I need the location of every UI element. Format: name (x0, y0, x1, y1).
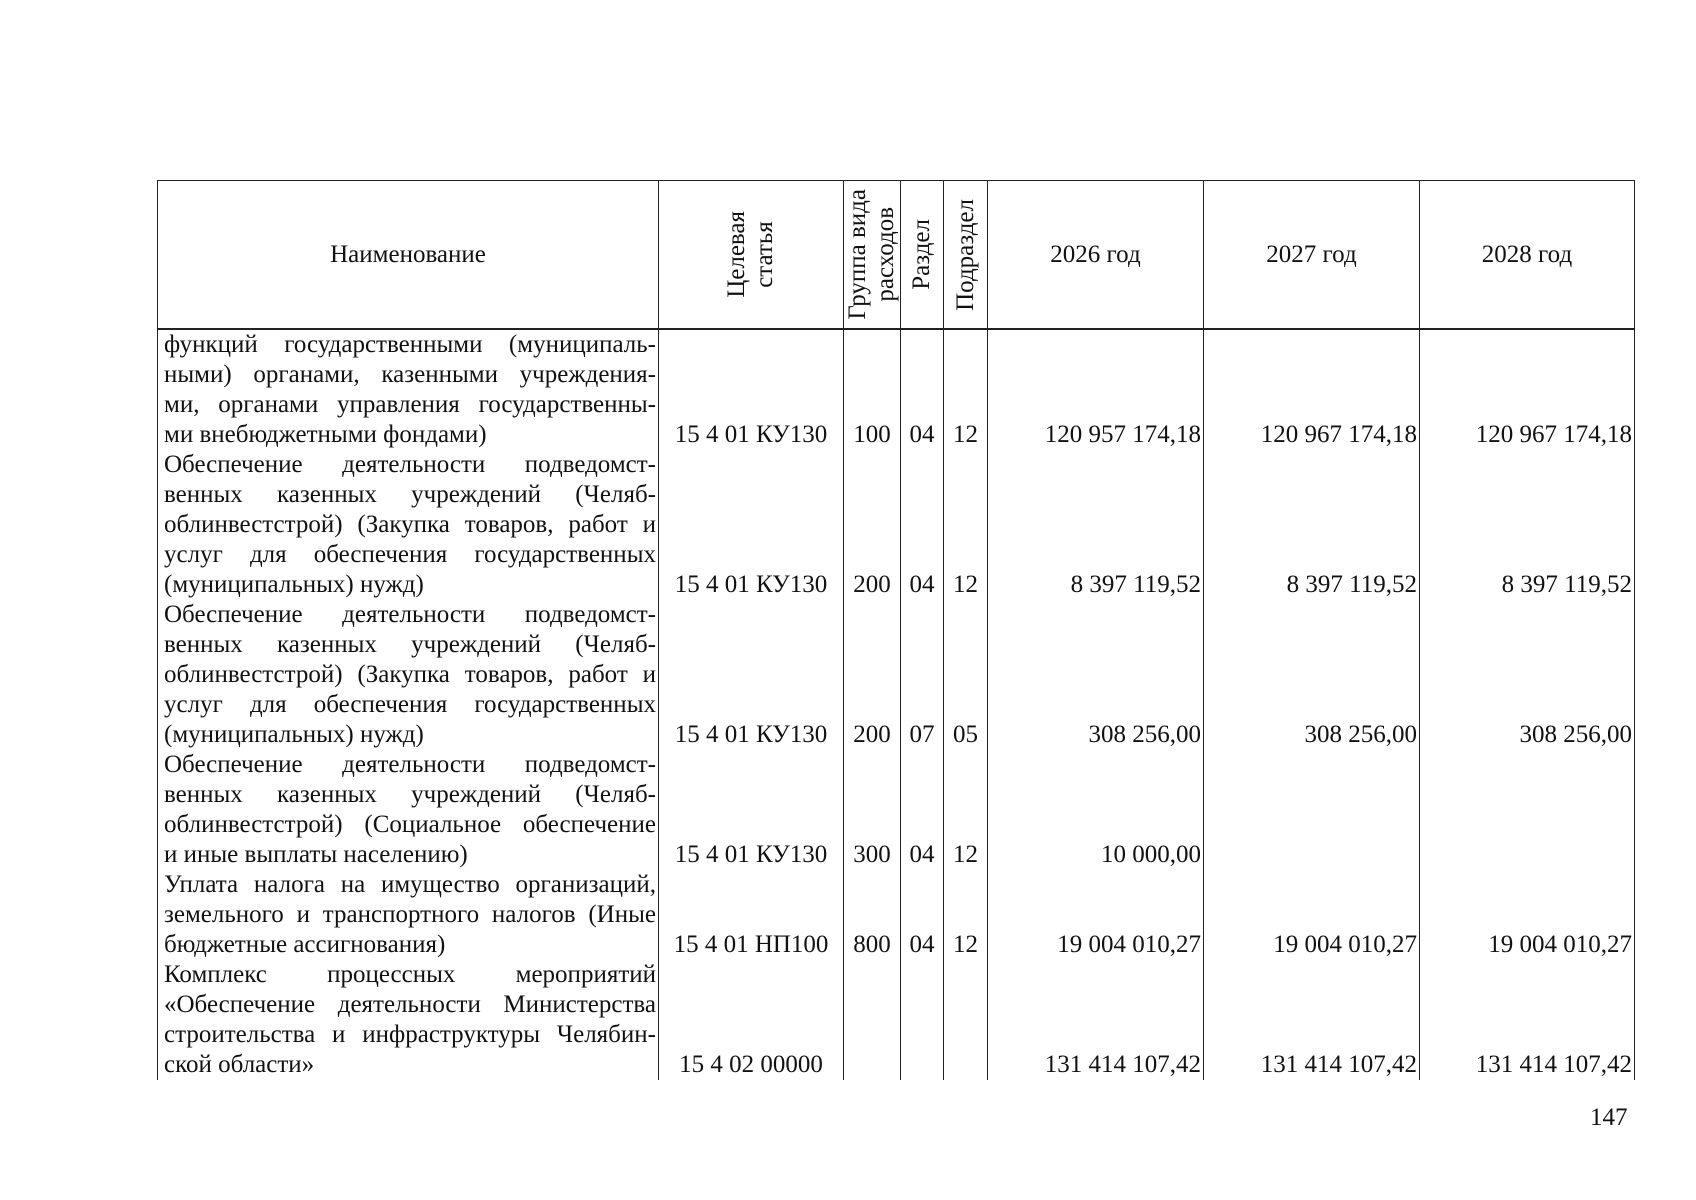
row-name-line: Комплекс процессных мероприятий (164, 961, 656, 988)
row-name (158, 600, 659, 750)
row-name-line: венных казенных учреждений (Челяб- (164, 781, 656, 808)
row-name-line: Обеспечение деятельности подведомст- (164, 451, 656, 478)
header-name: Наименование (158, 181, 659, 330)
row-name-line: облинвестстрой) (Социальное обеспечение (164, 811, 656, 838)
header-group-label: Группа вида расходов (844, 189, 899, 320)
row-2028: 308 256,00 (1420, 600, 1635, 750)
budget-table (157, 180, 1635, 1080)
row-section: 04 (901, 870, 944, 960)
row-name-line: услуг для обеспечения государственных (164, 691, 656, 718)
row-name-line: и иные выплаты населению) (164, 841, 468, 868)
row-group: 100 (844, 329, 901, 450)
header-2027: 2027 год (1204, 181, 1420, 330)
row-2026: 10 000,00 (988, 750, 1204, 870)
row-name-line: земельного и транспортного налогов (Иные (164, 901, 656, 928)
row-name-line: «Обеспечение деятельности Министерства (164, 991, 656, 1018)
row-section (901, 960, 944, 1080)
row-name-line: облинвестстрой) (Закупка товаров, работ и (164, 511, 656, 538)
row-subsection: 12 (944, 450, 988, 600)
row-subsection: 05 (944, 600, 988, 750)
row-name (158, 870, 659, 960)
row-subsection: 12 (944, 750, 988, 870)
row-2028: 131 414 107,42 (1420, 960, 1635, 1080)
row-name-line: Уплата налога на имущество организаций, (164, 871, 656, 898)
table-row (158, 329, 1635, 450)
table-body (158, 329, 1635, 1080)
row-target: 15 4 02 00000 (659, 960, 844, 1080)
header-group (844, 181, 901, 330)
row-group: 800 (844, 870, 901, 960)
row-2026: 8 397 119,52 (988, 450, 1204, 600)
row-name-line: (муниципальных) нужд) (164, 571, 424, 598)
table-row (158, 960, 1635, 1080)
table-row (158, 450, 1635, 600)
header-target (659, 181, 844, 330)
header-section (901, 181, 944, 330)
row-2028 (1420, 750, 1635, 870)
row-name-line: Обеспечение деятельности подведомст- (164, 601, 656, 628)
row-name-line: ными) органами, казенными учреждения- (164, 361, 656, 388)
row-name (158, 960, 659, 1080)
row-name-line: венных казенных учреждений (Челяб- (164, 631, 656, 658)
row-subsection: 12 (944, 870, 988, 960)
row-section: 07 (901, 600, 944, 750)
row-name (158, 750, 659, 870)
header-2028: 2028 год (1420, 181, 1635, 330)
table-header-row (158, 181, 1635, 330)
row-name (158, 329, 659, 450)
header-section-label: Раздел (908, 219, 935, 290)
row-2027: 8 397 119,52 (1204, 450, 1420, 600)
row-name-line: венных казенных учреждений (Челяб- (164, 481, 656, 508)
row-2026: 120 957 174,18 (988, 329, 1204, 450)
row-2026: 308 256,00 (988, 600, 1204, 750)
row-subsection: 12 (944, 329, 988, 450)
row-name-line: ми внебюджетными фондами) (164, 421, 487, 448)
row-target: 15 4 01 КУ130 (659, 450, 844, 600)
row-group: 300 (844, 750, 901, 870)
row-name (158, 450, 659, 600)
row-group: 200 (844, 600, 901, 750)
row-subsection (944, 960, 988, 1080)
row-name-line: ми, органами управления государственны- (164, 391, 656, 418)
table-row (158, 750, 1635, 870)
row-2027: 308 256,00 (1204, 600, 1420, 750)
row-group (844, 960, 901, 1080)
row-2026: 131 414 107,42 (988, 960, 1204, 1080)
row-2027: 19 004 010,27 (1204, 870, 1420, 960)
row-target: 15 4 01 КУ130 (659, 600, 844, 750)
row-name-line: ской области» (164, 1051, 315, 1078)
row-target: 15 4 01 КУ130 (659, 329, 844, 450)
row-2027: 120 967 174,18 (1204, 329, 1420, 450)
header-target-label: Целевая статья (723, 211, 778, 298)
row-group: 200 (844, 450, 901, 600)
row-name-line: услуг для обеспечения государственных (164, 541, 656, 568)
row-2028: 120 967 174,18 (1420, 329, 1635, 450)
row-2028: 19 004 010,27 (1420, 870, 1635, 960)
row-section: 04 (901, 750, 944, 870)
row-2026: 19 004 010,27 (988, 870, 1204, 960)
row-section: 04 (901, 450, 944, 600)
row-2027 (1204, 750, 1420, 870)
row-2028: 8 397 119,52 (1420, 450, 1635, 600)
row-name-line: бюджетные ассигнования) (164, 931, 446, 958)
row-target: 15 4 01 НП100 (659, 870, 844, 960)
row-name-line: функций государственными (муниципаль- (164, 331, 656, 358)
table-row (158, 870, 1635, 960)
row-name-line: облинвестстрой) (Закупка товаров, работ и (164, 661, 656, 688)
row-section: 04 (901, 329, 944, 450)
header-subsection (944, 181, 988, 330)
page-number: 147 (1590, 1104, 1628, 1131)
table-row (158, 600, 1635, 750)
row-name-line: (муниципальных) нужд) (164, 721, 424, 748)
row-2027: 131 414 107,42 (1204, 960, 1420, 1080)
row-target: 15 4 01 КУ130 (659, 750, 844, 870)
row-name-line: Обеспечение деятельности подведомст- (164, 751, 656, 778)
row-name-line: строительства и инфраструктуры Челябин- (164, 1021, 656, 1048)
header-subsection-label: Подраздел (951, 198, 979, 311)
header-2026: 2026 год (988, 181, 1204, 330)
